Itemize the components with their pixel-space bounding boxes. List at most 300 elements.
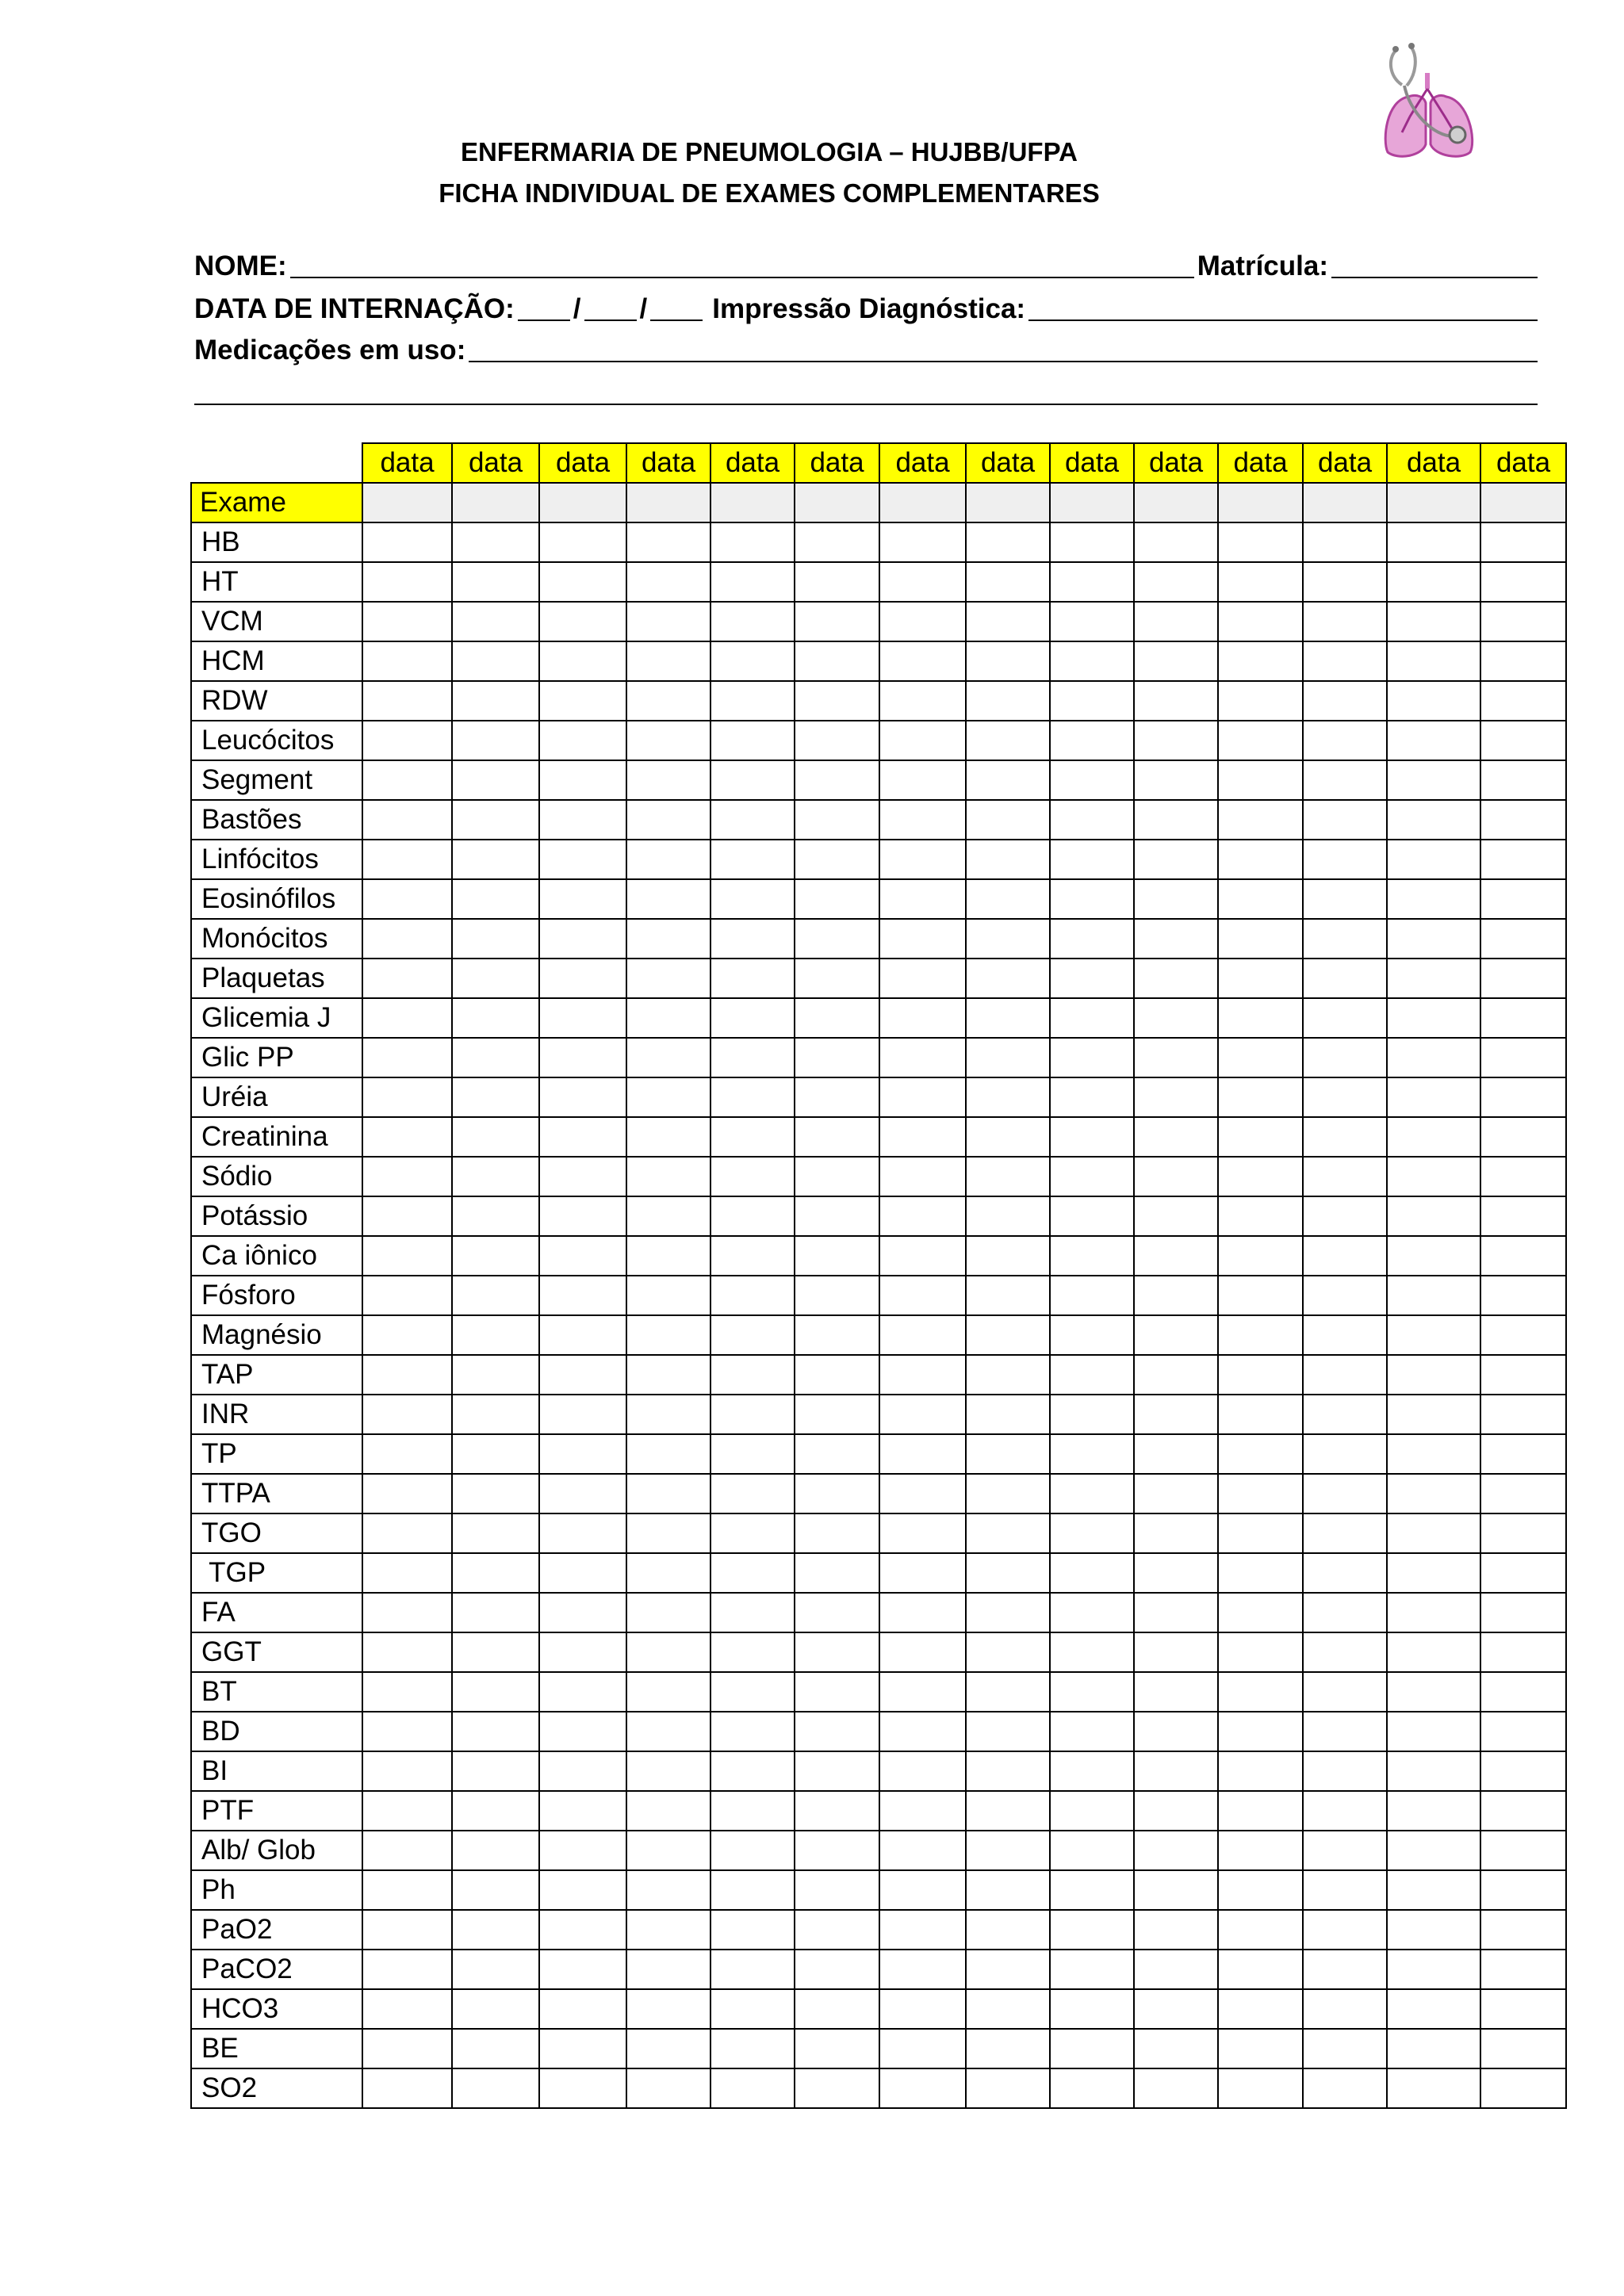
- result-cell[interactable]: [1134, 641, 1218, 681]
- result-cell[interactable]: [710, 1831, 795, 1870]
- result-cell[interactable]: [1387, 641, 1480, 681]
- result-cell[interactable]: [966, 1910, 1050, 1950]
- result-cell[interactable]: [966, 1236, 1050, 1276]
- date-value-cell[interactable]: [1134, 483, 1218, 522]
- result-cell[interactable]: [626, 1236, 710, 1276]
- result-cell[interactable]: [710, 1791, 795, 1831]
- result-cell[interactable]: [1050, 879, 1134, 919]
- result-cell[interactable]: [795, 1434, 879, 1474]
- result-cell[interactable]: [362, 1157, 452, 1196]
- date-header-cell[interactable]: data: [1134, 443, 1218, 483]
- result-cell[interactable]: [626, 562, 710, 602]
- result-cell[interactable]: [1050, 1434, 1134, 1474]
- result-cell[interactable]: [1480, 1593, 1566, 1632]
- result-cell[interactable]: [1387, 681, 1480, 721]
- result-cell[interactable]: [1134, 1751, 1218, 1791]
- result-cell[interactable]: [710, 1236, 795, 1276]
- date-value-cell[interactable]: [795, 483, 879, 522]
- result-cell[interactable]: [1387, 879, 1480, 919]
- result-cell[interactable]: [1303, 1157, 1387, 1196]
- result-cell[interactable]: [539, 800, 626, 840]
- result-cell[interactable]: [626, 800, 710, 840]
- result-cell[interactable]: [1387, 1355, 1480, 1395]
- result-cell[interactable]: [452, 1157, 539, 1196]
- result-cell[interactable]: [1218, 1077, 1303, 1117]
- result-cell[interactable]: [1303, 681, 1387, 721]
- result-cell[interactable]: [1134, 998, 1218, 1038]
- date-header-cell[interactable]: data: [1218, 443, 1303, 483]
- result-cell[interactable]: [710, 1553, 795, 1593]
- result-cell[interactable]: [1218, 1831, 1303, 1870]
- result-cell[interactable]: [452, 1276, 539, 1315]
- result-cell[interactable]: [1134, 1038, 1218, 1077]
- result-cell[interactable]: [795, 1632, 879, 1672]
- result-cell[interactable]: [795, 840, 879, 879]
- result-cell[interactable]: [1134, 1553, 1218, 1593]
- result-cell[interactable]: [1387, 1989, 1480, 2029]
- result-cell[interactable]: [1303, 760, 1387, 800]
- result-cell[interactable]: [1218, 641, 1303, 681]
- result-cell[interactable]: [1218, 1989, 1303, 2029]
- result-cell[interactable]: [1050, 1315, 1134, 1355]
- result-cell[interactable]: [795, 1315, 879, 1355]
- result-cell[interactable]: [539, 1751, 626, 1791]
- result-cell[interactable]: [362, 641, 452, 681]
- result-cell[interactable]: [362, 919, 452, 959]
- result-cell[interactable]: [966, 1513, 1050, 1553]
- result-cell[interactable]: [710, 1038, 795, 1077]
- result-cell[interactable]: [626, 959, 710, 998]
- result-cell[interactable]: [1387, 1236, 1480, 1276]
- result-cell[interactable]: [879, 760, 966, 800]
- result-cell[interactable]: [539, 1950, 626, 1989]
- result-cell[interactable]: [362, 959, 452, 998]
- result-cell[interactable]: [710, 1712, 795, 1751]
- result-cell[interactable]: [710, 1117, 795, 1157]
- result-cell[interactable]: [1218, 1513, 1303, 1553]
- result-cell[interactable]: [1134, 760, 1218, 800]
- result-cell[interactable]: [1387, 959, 1480, 998]
- result-cell[interactable]: [539, 1395, 626, 1434]
- result-cell[interactable]: [1480, 1712, 1566, 1751]
- result-cell[interactable]: [966, 1117, 1050, 1157]
- medicacoes-field[interactable]: [469, 356, 1538, 362]
- result-cell[interactable]: [1134, 919, 1218, 959]
- result-cell[interactable]: [966, 998, 1050, 1038]
- result-cell[interactable]: [626, 1157, 710, 1196]
- result-cell[interactable]: [1218, 1712, 1303, 1751]
- result-cell[interactable]: [1134, 1434, 1218, 1474]
- result-cell[interactable]: [795, 1593, 879, 1632]
- result-cell[interactable]: [362, 1553, 452, 1593]
- result-cell[interactable]: [795, 1355, 879, 1395]
- result-cell[interactable]: [626, 879, 710, 919]
- result-cell[interactable]: [626, 1831, 710, 1870]
- result-cell[interactable]: [710, 721, 795, 760]
- result-cell[interactable]: [795, 1870, 879, 1910]
- result-cell[interactable]: [710, 1474, 795, 1513]
- result-cell[interactable]: [710, 522, 795, 562]
- result-cell[interactable]: [1134, 1593, 1218, 1632]
- result-cell[interactable]: [879, 1989, 966, 2029]
- result-cell[interactable]: [452, 1474, 539, 1513]
- result-cell[interactable]: [1218, 1355, 1303, 1395]
- date-header-cell[interactable]: data: [626, 443, 710, 483]
- result-cell[interactable]: [879, 1593, 966, 1632]
- result-cell[interactable]: [1134, 840, 1218, 879]
- result-cell[interactable]: [1480, 602, 1566, 641]
- result-cell[interactable]: [1134, 1236, 1218, 1276]
- result-cell[interactable]: [362, 1236, 452, 1276]
- result-cell[interactable]: [1387, 1196, 1480, 1236]
- result-cell[interactable]: [1387, 1870, 1480, 1910]
- result-cell[interactable]: [539, 602, 626, 641]
- result-cell[interactable]: [710, 681, 795, 721]
- result-cell[interactable]: [1050, 602, 1134, 641]
- result-cell[interactable]: [1134, 522, 1218, 562]
- result-cell[interactable]: [1303, 1751, 1387, 1791]
- result-cell[interactable]: [1480, 641, 1566, 681]
- result-cell[interactable]: [879, 1236, 966, 1276]
- date-value-cell[interactable]: [710, 483, 795, 522]
- result-cell[interactable]: [710, 1355, 795, 1395]
- result-cell[interactable]: [1218, 721, 1303, 760]
- result-cell[interactable]: [1303, 2029, 1387, 2068]
- result-cell[interactable]: [626, 1355, 710, 1395]
- result-cell[interactable]: [1050, 1751, 1134, 1791]
- result-cell[interactable]: [1218, 1038, 1303, 1077]
- internacao-day-field[interactable]: [518, 315, 570, 321]
- result-cell[interactable]: [362, 1513, 452, 1553]
- result-cell[interactable]: [879, 2068, 966, 2108]
- result-cell[interactable]: [1050, 1831, 1134, 1870]
- result-cell[interactable]: [710, 1276, 795, 1315]
- result-cell[interactable]: [1218, 1553, 1303, 1593]
- date-value-cell[interactable]: [539, 483, 626, 522]
- result-cell[interactable]: [626, 1751, 710, 1791]
- result-cell[interactable]: [879, 641, 966, 681]
- result-cell[interactable]: [966, 800, 1050, 840]
- result-cell[interactable]: [879, 998, 966, 1038]
- result-cell[interactable]: [539, 1553, 626, 1593]
- result-cell[interactable]: [1480, 1276, 1566, 1315]
- result-cell[interactable]: [1134, 681, 1218, 721]
- result-cell[interactable]: [966, 1553, 1050, 1593]
- result-cell[interactable]: [626, 840, 710, 879]
- result-cell[interactable]: [626, 1950, 710, 1989]
- result-cell[interactable]: [1134, 1157, 1218, 1196]
- result-cell[interactable]: [1134, 602, 1218, 641]
- result-cell[interactable]: [362, 1196, 452, 1236]
- result-cell[interactable]: [966, 1950, 1050, 1989]
- result-cell[interactable]: [1303, 1395, 1387, 1434]
- result-cell[interactable]: [1303, 919, 1387, 959]
- result-cell[interactable]: [966, 1712, 1050, 1751]
- result-cell[interactable]: [1303, 1117, 1387, 1157]
- result-cell[interactable]: [795, 919, 879, 959]
- result-cell[interactable]: [539, 1315, 626, 1355]
- result-cell[interactable]: [1218, 1434, 1303, 1474]
- result-cell[interactable]: [795, 1950, 879, 1989]
- result-cell[interactable]: [1050, 1196, 1134, 1236]
- result-cell[interactable]: [1387, 1276, 1480, 1315]
- result-cell[interactable]: [362, 602, 452, 641]
- result-cell[interactable]: [539, 721, 626, 760]
- result-cell[interactable]: [1480, 1196, 1566, 1236]
- result-cell[interactable]: [966, 1989, 1050, 2029]
- result-cell[interactable]: [710, 800, 795, 840]
- result-cell[interactable]: [966, 959, 1050, 998]
- result-cell[interactable]: [1218, 602, 1303, 641]
- result-cell[interactable]: [1303, 1474, 1387, 1513]
- result-cell[interactable]: [1480, 1553, 1566, 1593]
- result-cell[interactable]: [362, 1315, 452, 1355]
- result-cell[interactable]: [1134, 1632, 1218, 1672]
- result-cell[interactable]: [1134, 1870, 1218, 1910]
- result-cell[interactable]: [1050, 1474, 1134, 1513]
- date-header-cell[interactable]: data: [362, 443, 452, 483]
- result-cell[interactable]: [1387, 1434, 1480, 1474]
- result-cell[interactable]: [1050, 1672, 1134, 1712]
- result-cell[interactable]: [1218, 1315, 1303, 1355]
- internacao-month-field[interactable]: [584, 315, 637, 321]
- result-cell[interactable]: [795, 1236, 879, 1276]
- result-cell[interactable]: [452, 1315, 539, 1355]
- date-header-cell[interactable]: data: [966, 443, 1050, 483]
- result-cell[interactable]: [710, 879, 795, 919]
- result-cell[interactable]: [1134, 1791, 1218, 1831]
- result-cell[interactable]: [452, 641, 539, 681]
- result-cell[interactable]: [1050, 1117, 1134, 1157]
- result-cell[interactable]: [452, 919, 539, 959]
- result-cell[interactable]: [1303, 1077, 1387, 1117]
- result-cell[interactable]: [1218, 1870, 1303, 1910]
- result-cell[interactable]: [966, 562, 1050, 602]
- result-cell[interactable]: [1387, 721, 1480, 760]
- result-cell[interactable]: [362, 840, 452, 879]
- result-cell[interactable]: [452, 1870, 539, 1910]
- result-cell[interactable]: [362, 998, 452, 1038]
- result-cell[interactable]: [966, 1077, 1050, 1117]
- result-cell[interactable]: [1050, 1870, 1134, 1910]
- result-cell[interactable]: [1218, 1672, 1303, 1712]
- result-cell[interactable]: [539, 522, 626, 562]
- result-cell[interactable]: [1303, 1593, 1387, 1632]
- result-cell[interactable]: [710, 1513, 795, 1553]
- result-cell[interactable]: [795, 1712, 879, 1751]
- result-cell[interactable]: [1303, 2068, 1387, 2108]
- result-cell[interactable]: [362, 1276, 452, 1315]
- result-cell[interactable]: [1218, 1395, 1303, 1434]
- result-cell[interactable]: [1303, 1632, 1387, 1672]
- result-cell[interactable]: [1050, 522, 1134, 562]
- result-cell[interactable]: [362, 1910, 452, 1950]
- result-cell[interactable]: [966, 1791, 1050, 1831]
- result-cell[interactable]: [626, 2068, 710, 2108]
- result-cell[interactable]: [1387, 1117, 1480, 1157]
- result-cell[interactable]: [795, 1196, 879, 1236]
- result-cell[interactable]: [1480, 1989, 1566, 2029]
- result-cell[interactable]: [1480, 2068, 1566, 2108]
- result-cell[interactable]: [452, 800, 539, 840]
- result-cell[interactable]: [452, 1395, 539, 1434]
- result-cell[interactable]: [710, 2029, 795, 2068]
- result-cell[interactable]: [452, 1355, 539, 1395]
- result-cell[interactable]: [1218, 1196, 1303, 1236]
- medicacoes-continuation-field[interactable]: [194, 399, 1538, 405]
- result-cell[interactable]: [795, 721, 879, 760]
- result-cell[interactable]: [1387, 1474, 1480, 1513]
- result-cell[interactable]: [539, 2029, 626, 2068]
- result-cell[interactable]: [1480, 1751, 1566, 1791]
- result-cell[interactable]: [1303, 1513, 1387, 1553]
- result-cell[interactable]: [1218, 998, 1303, 1038]
- result-cell[interactable]: [879, 1553, 966, 1593]
- result-cell[interactable]: [452, 1196, 539, 1236]
- result-cell[interactable]: [966, 1672, 1050, 1712]
- result-cell[interactable]: [795, 1910, 879, 1950]
- result-cell[interactable]: [879, 1751, 966, 1791]
- result-cell[interactable]: [879, 681, 966, 721]
- result-cell[interactable]: [1303, 1038, 1387, 1077]
- result-cell[interactable]: [626, 1593, 710, 1632]
- result-cell[interactable]: [1303, 1434, 1387, 1474]
- date-value-cell[interactable]: [1050, 483, 1134, 522]
- result-cell[interactable]: [1050, 1236, 1134, 1276]
- result-cell[interactable]: [539, 1989, 626, 2029]
- result-cell[interactable]: [1387, 1315, 1480, 1355]
- result-cell[interactable]: [1303, 1315, 1387, 1355]
- result-cell[interactable]: [1387, 1751, 1480, 1791]
- result-cell[interactable]: [1050, 1038, 1134, 1077]
- result-cell[interactable]: [879, 1910, 966, 1950]
- result-cell[interactable]: [1480, 681, 1566, 721]
- result-cell[interactable]: [1480, 1236, 1566, 1276]
- result-cell[interactable]: [879, 1672, 966, 1712]
- result-cell[interactable]: [1480, 959, 1566, 998]
- result-cell[interactable]: [1303, 1276, 1387, 1315]
- result-cell[interactable]: [362, 1038, 452, 1077]
- result-cell[interactable]: [539, 919, 626, 959]
- result-cell[interactable]: [362, 681, 452, 721]
- result-cell[interactable]: [1387, 562, 1480, 602]
- result-cell[interactable]: [966, 1474, 1050, 1513]
- result-cell[interactable]: [1134, 562, 1218, 602]
- result-cell[interactable]: [1050, 1276, 1134, 1315]
- date-value-cell[interactable]: [1387, 483, 1480, 522]
- result-cell[interactable]: [795, 602, 879, 641]
- result-cell[interactable]: [626, 602, 710, 641]
- result-cell[interactable]: [710, 1632, 795, 1672]
- result-cell[interactable]: [626, 641, 710, 681]
- result-cell[interactable]: [1050, 840, 1134, 879]
- result-cell[interactable]: [1218, 1751, 1303, 1791]
- result-cell[interactable]: [1050, 641, 1134, 681]
- result-cell[interactable]: [1480, 1831, 1566, 1870]
- result-cell[interactable]: [539, 1632, 626, 1672]
- result-cell[interactable]: [879, 721, 966, 760]
- result-cell[interactable]: [795, 1038, 879, 1077]
- result-cell[interactable]: [452, 1712, 539, 1751]
- result-cell[interactable]: [626, 1672, 710, 1712]
- result-cell[interactable]: [1303, 1791, 1387, 1831]
- result-cell[interactable]: [1050, 721, 1134, 760]
- result-cell[interactable]: [1303, 1196, 1387, 1236]
- result-cell[interactable]: [879, 1632, 966, 1672]
- result-cell[interactable]: [452, 1910, 539, 1950]
- result-cell[interactable]: [1303, 641, 1387, 681]
- result-cell[interactable]: [452, 760, 539, 800]
- result-cell[interactable]: [539, 1157, 626, 1196]
- result-cell[interactable]: [1480, 919, 1566, 959]
- result-cell[interactable]: [452, 2029, 539, 2068]
- result-cell[interactable]: [795, 2029, 879, 2068]
- result-cell[interactable]: [1480, 800, 1566, 840]
- result-cell[interactable]: [1050, 1395, 1134, 1434]
- result-cell[interactable]: [795, 1553, 879, 1593]
- result-cell[interactable]: [452, 1434, 539, 1474]
- result-cell[interactable]: [966, 919, 1050, 959]
- result-cell[interactable]: [452, 1236, 539, 1276]
- result-cell[interactable]: [1480, 1117, 1566, 1157]
- result-cell[interactable]: [966, 1315, 1050, 1355]
- result-cell[interactable]: [1050, 562, 1134, 602]
- result-cell[interactable]: [452, 721, 539, 760]
- result-cell[interactable]: [362, 1077, 452, 1117]
- result-cell[interactable]: [1387, 1077, 1480, 1117]
- result-cell[interactable]: [626, 1791, 710, 1831]
- result-cell[interactable]: [1134, 1474, 1218, 1513]
- result-cell[interactable]: [710, 1434, 795, 1474]
- result-cell[interactable]: [1303, 522, 1387, 562]
- date-value-cell[interactable]: [452, 483, 539, 522]
- result-cell[interactable]: [362, 1395, 452, 1434]
- result-cell[interactable]: [1134, 1950, 1218, 1989]
- result-cell[interactable]: [710, 760, 795, 800]
- result-cell[interactable]: [362, 1632, 452, 1672]
- result-cell[interactable]: [879, 1950, 966, 1989]
- result-cell[interactable]: [795, 1276, 879, 1315]
- result-cell[interactable]: [879, 1157, 966, 1196]
- result-cell[interactable]: [879, 1831, 966, 1870]
- result-cell[interactable]: [1134, 2068, 1218, 2108]
- result-cell[interactable]: [795, 681, 879, 721]
- result-cell[interactable]: [966, 879, 1050, 919]
- result-cell[interactable]: [1387, 1950, 1480, 1989]
- date-header-cell[interactable]: data: [1050, 443, 1134, 483]
- result-cell[interactable]: [1218, 800, 1303, 840]
- result-cell[interactable]: [1050, 2029, 1134, 2068]
- result-cell[interactable]: [362, 1672, 452, 1712]
- result-cell[interactable]: [795, 1117, 879, 1157]
- result-cell[interactable]: [1480, 1910, 1566, 1950]
- result-cell[interactable]: [539, 1712, 626, 1751]
- result-cell[interactable]: [1480, 1632, 1566, 1672]
- result-cell[interactable]: [626, 1474, 710, 1513]
- result-cell[interactable]: [539, 1791, 626, 1831]
- result-cell[interactable]: [539, 2068, 626, 2108]
- result-cell[interactable]: [1050, 1157, 1134, 1196]
- result-cell[interactable]: [1303, 1672, 1387, 1712]
- result-cell[interactable]: [710, 1196, 795, 1236]
- result-cell[interactable]: [1050, 1077, 1134, 1117]
- result-cell[interactable]: [539, 1672, 626, 1712]
- result-cell[interactable]: [1480, 879, 1566, 919]
- result-cell[interactable]: [710, 602, 795, 641]
- result-cell[interactable]: [1050, 2068, 1134, 2108]
- result-cell[interactable]: [539, 681, 626, 721]
- result-cell[interactable]: [1134, 1117, 1218, 1157]
